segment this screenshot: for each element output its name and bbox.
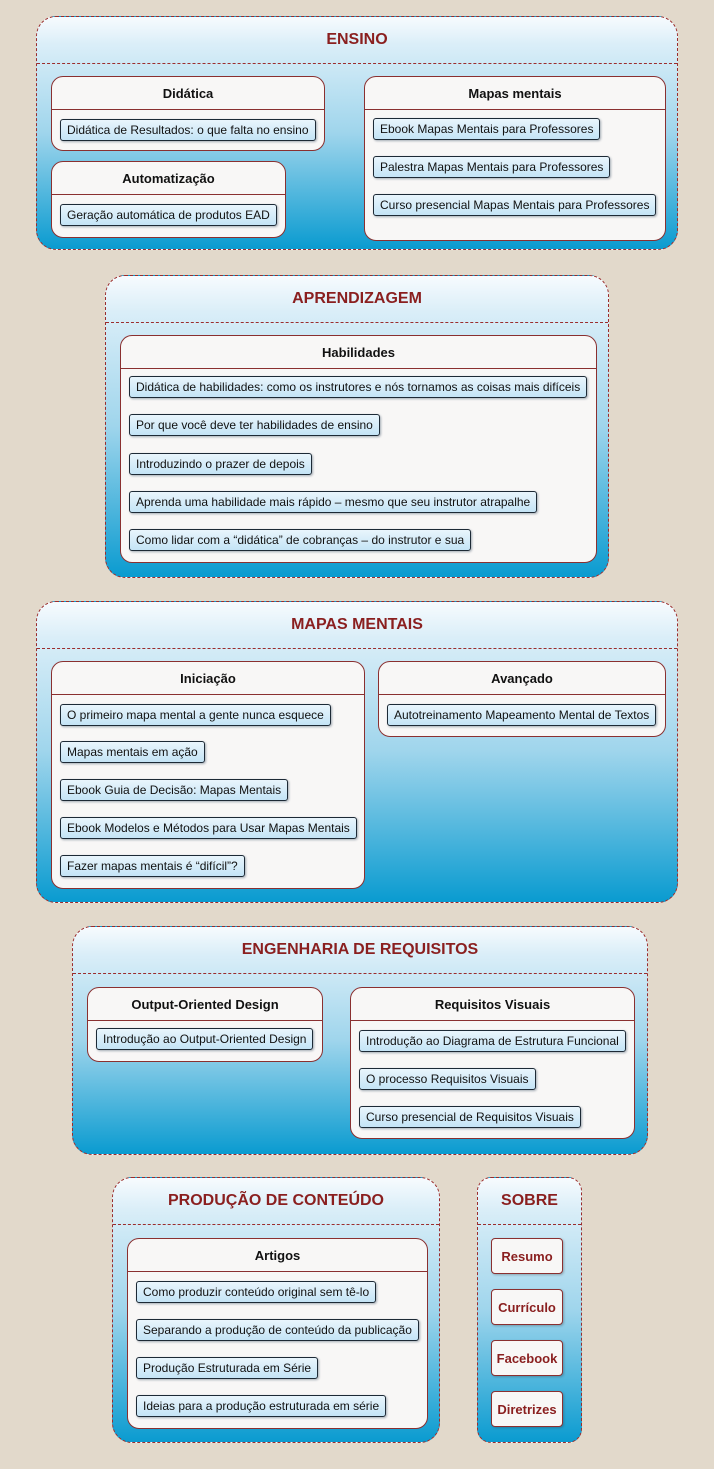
nav-button-facebook[interactable]: Facebook [491, 1340, 563, 1376]
nav-button-diretrizes[interactable]: Diretrizes [491, 1391, 563, 1427]
section-title: ENSINO [37, 17, 677, 64]
group-automatizacao [51, 161, 286, 238]
topic-link[interactable]: Como lidar com a “didática” de cobranças – do instrutor e sua [129, 529, 471, 551]
topic-link[interactable]: Introdução ao Output-Oriented Design [96, 1028, 313, 1050]
topic-link[interactable]: Produção Estruturada em Série [136, 1357, 318, 1379]
topic-link[interactable]: Geração automática de produtos EAD [60, 204, 277, 226]
topic-link[interactable]: Introdução ao Diagrama de Estrutura Funcional [359, 1030, 626, 1052]
topic-link[interactable]: Ideias para a produção estruturada em série [136, 1395, 386, 1417]
section-aprendizagem [105, 275, 609, 578]
group-title: Artigos [128, 1239, 427, 1272]
topic-link[interactable]: Aprenda uma habilidade mais rápido – mesmo que seu instrutor atrapalhe [129, 491, 537, 513]
section-producao-conteudo [112, 1177, 440, 1443]
group-title: Mapas mentais [365, 77, 665, 110]
group-title: Didática [52, 77, 324, 110]
section-ensino [36, 16, 678, 250]
group-artigos [127, 1238, 428, 1429]
group-title: Requisitos Visuais [351, 988, 634, 1021]
topic-link[interactable]: Por que você deve ter habilidades de ensino [129, 414, 380, 436]
topic-link[interactable]: Palestra Mapas Mentais para Professores [373, 156, 610, 178]
group-output-oriented-design [87, 987, 323, 1062]
group-title: Habilidades [121, 336, 596, 369]
topic-link[interactable]: Ebook Modelos e Métodos para Usar Mapas Mentais [60, 817, 357, 839]
topic-link[interactable]: Didática de Resultados: o que falta no ensino [60, 119, 316, 141]
topic-link[interactable]: Autotreinamento Mapeamento Mental de Textos [387, 704, 656, 726]
group-title: Automatização [52, 162, 285, 195]
section-title: ENGENHARIA DE REQUISITOS [73, 927, 647, 974]
group-habilidades [120, 335, 597, 563]
topic-link[interactable]: Separando a produção de conteúdo da publicação [136, 1319, 419, 1341]
group-didatica [51, 76, 325, 151]
topic-link[interactable]: Ebook Guia de Decisão: Mapas Mentais [60, 779, 288, 801]
nav-button-curriculo[interactable]: Currículo [491, 1289, 563, 1325]
topic-link[interactable]: O primeiro mapa mental a gente nunca esquece [60, 704, 331, 726]
topic-link[interactable]: Fazer mapas mentais é “difícil”? [60, 855, 245, 877]
section-title: MAPAS MENTAIS [37, 602, 677, 649]
group-iniciacao [51, 661, 365, 889]
topic-link[interactable]: O processo Requisitos Visuais [359, 1068, 536, 1090]
topic-link[interactable]: Como produzir conteúdo original sem tê-lo [136, 1281, 376, 1303]
nav-button-resumo[interactable]: Resumo [491, 1238, 563, 1274]
section-sobre [477, 1177, 582, 1443]
section-mapas-mentais [36, 601, 678, 903]
section-engenharia-requisitos [72, 926, 648, 1155]
topic-link[interactable]: Curso presencial de Requisitos Visuais [359, 1106, 581, 1128]
section-title: SOBRE [478, 1178, 581, 1225]
topic-link[interactable]: Didática de habilidades: como os instrutores e nós tornamos as coisas mais difíceis [129, 376, 587, 398]
topic-link[interactable]: Introduzindo o prazer de depois [129, 453, 312, 475]
group-avancado [378, 661, 666, 737]
topic-link[interactable]: Ebook Mapas Mentais para Professores [373, 118, 600, 140]
topic-link[interactable]: Curso presencial Mapas Mentais para Professores [373, 194, 656, 216]
section-title: PRODUÇÃO DE CONTEÚDO [113, 1178, 439, 1225]
section-title: APRENDIZAGEM [106, 276, 608, 323]
topic-link[interactable]: Mapas mentais em ação [60, 741, 205, 763]
group-title: Avançado [379, 662, 665, 695]
group-title: Iniciação [52, 662, 364, 695]
group-requisitos-visuais [350, 987, 635, 1139]
group-title: Output-Oriented Design [88, 988, 322, 1021]
group-mapas-mentais [364, 76, 666, 241]
